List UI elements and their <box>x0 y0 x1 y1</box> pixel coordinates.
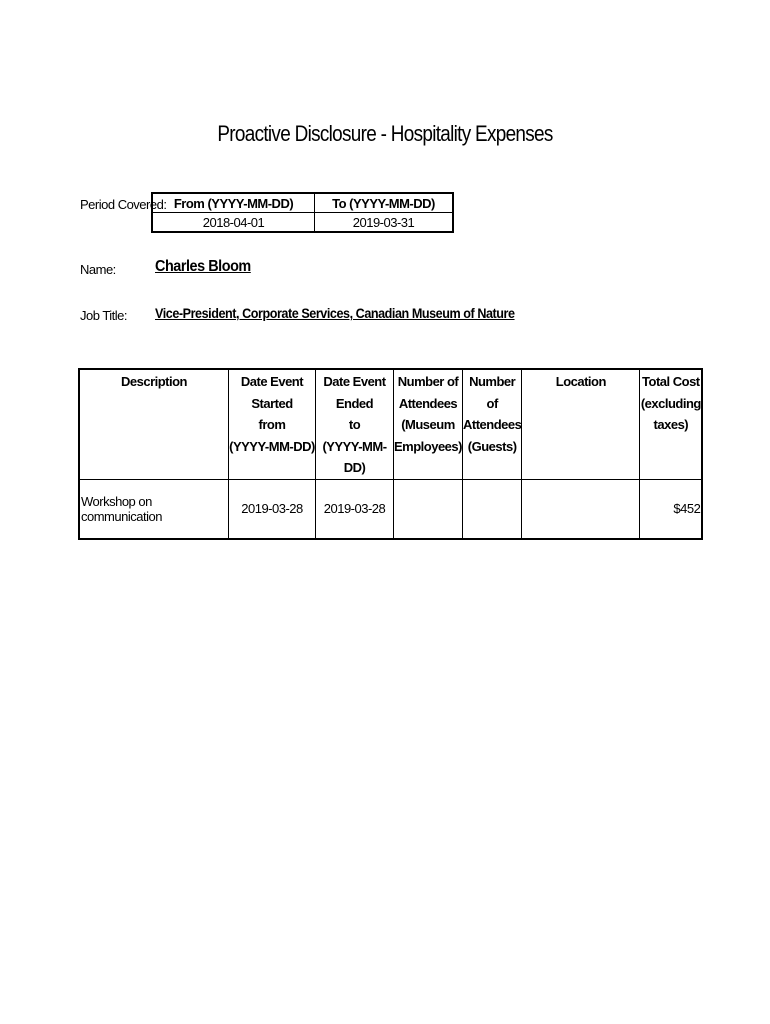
page-title: Proactive Disclosure - Hospitality Expenses <box>217 121 553 146</box>
table-row <box>79 479 702 539</box>
job-title-label: Job Title: <box>80 308 128 323</box>
header-line: Location <box>555 374 606 389</box>
header-date-ended <box>316 369 394 479</box>
cell-date-started: 2019-03-28 <box>229 479 316 539</box>
header-line: Started <box>251 395 293 411</box>
header-line: (excluding <box>640 395 701 411</box>
expenses-table <box>78 368 703 540</box>
period-covered-label: Period Covered: <box>80 197 167 212</box>
header-line: Date Event <box>240 374 304 389</box>
header-line: Date Event <box>323 374 386 389</box>
cell-date-ended: 2019-03-28 <box>316 479 394 539</box>
name-value: Charles Bloom <box>155 258 251 275</box>
header-line: Employees) <box>394 438 462 454</box>
period-from-header: From (YYYY-MM-DD) <box>152 193 315 213</box>
header-line: Number of <box>397 374 459 389</box>
header-attendees-guests <box>462 369 521 479</box>
table-header-row <box>79 369 702 479</box>
cell-attendees-guests <box>462 479 521 539</box>
header-total-cost <box>640 369 703 479</box>
header-line: Total Cost <box>642 374 700 389</box>
header-line: Number of <box>469 374 516 411</box>
header-description <box>79 369 229 479</box>
job-title-value: Vice-President, Corporate Services, Canadian Museum of Nature <box>155 305 515 321</box>
cell-description: Workshop on communication <box>79 479 229 539</box>
header-line: (Guests) <box>467 438 517 454</box>
header-line: from <box>258 417 286 432</box>
header-line: taxes) <box>653 417 689 432</box>
header-date-started <box>229 369 316 479</box>
name-label: Name: <box>80 262 116 277</box>
period-from-value: 2018-04-01 <box>152 213 315 233</box>
header-line: Ended <box>335 395 374 411</box>
period-to-value: 2019-03-31 <box>315 213 454 233</box>
header-location <box>522 369 640 479</box>
period-to-header: To (YYYY-MM-DD) <box>315 193 454 213</box>
header-line: (YYYY-MM-DD) <box>322 438 387 475</box>
header-attendees-employees <box>394 369 463 479</box>
header-line: Description <box>120 374 187 389</box>
period-table <box>151 192 454 233</box>
cell-location <box>522 479 640 539</box>
header-line: Attendees <box>462 417 522 432</box>
cell-total-cost: $452 <box>640 479 703 539</box>
cell-attendees-employees <box>394 479 463 539</box>
header-line: Attendees <box>398 395 458 411</box>
header-line: to <box>348 417 361 432</box>
header-line: (Museum <box>401 417 455 432</box>
header-line: (YYYY-MM-DD) <box>229 438 315 454</box>
